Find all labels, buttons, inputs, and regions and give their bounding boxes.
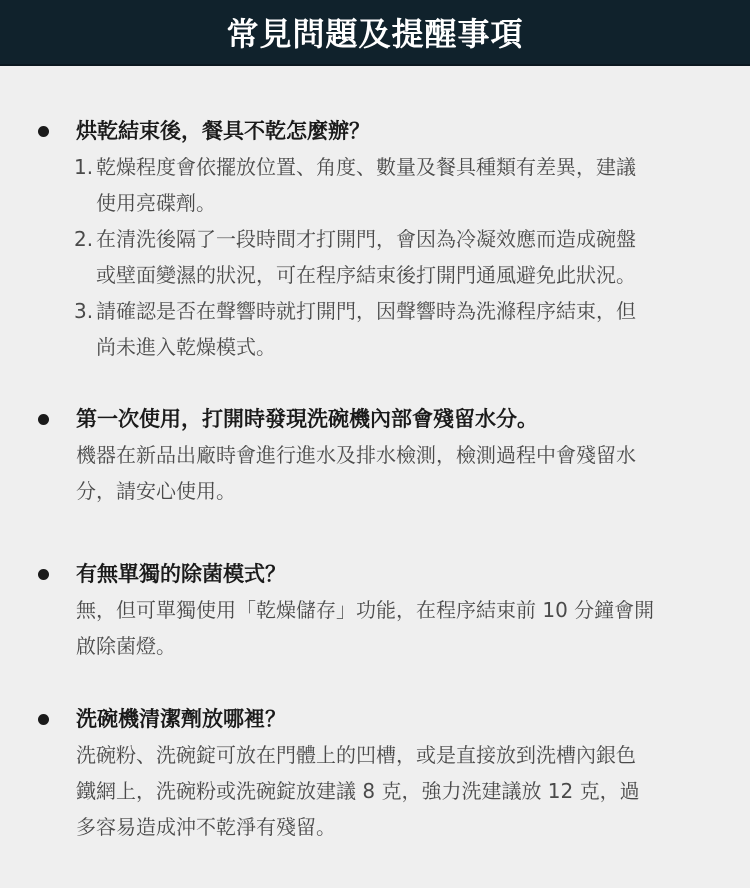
bullet-icon: [38, 414, 49, 425]
answer-text: 乾燥程度會依擺放位置、角度、數量及餐具種類有差異，建議: [96, 155, 636, 179]
list-item: [0, 221, 750, 257]
question-text: 有無單獨的除菌模式？: [76, 562, 286, 586]
faq-item: [0, 404, 750, 509]
faq-answer: [0, 437, 750, 509]
answer-text: 啟除菌燈。: [76, 634, 176, 658]
page-title: 常見問題及提醒事項: [226, 15, 524, 53]
faq-question: [0, 404, 750, 434]
answer-text: 多容易造成沖不乾淨有殘留。: [76, 815, 336, 839]
faq-answer: [0, 737, 750, 845]
list-number: 1.: [74, 155, 94, 179]
answer-text: 請確認是否在聲響時就打開門，因聲響時為洗滌程序結束，但: [96, 299, 636, 323]
bullet-icon: [38, 569, 49, 580]
list-number: 2.: [74, 227, 94, 251]
answer-text: 在清洗後隔了一段時間才打開門，會因為冷凝效應而造成碗盤: [96, 227, 636, 251]
answer-text: 尚未進入乾燥模式。: [96, 335, 276, 359]
faq-question: [0, 704, 750, 734]
question-text: 烘乾結束後，餐具不乾怎麼辦？: [76, 119, 370, 143]
bullet-icon: [38, 126, 49, 137]
list-item: [0, 293, 750, 329]
list-item: [0, 149, 750, 185]
answer-text: 機器在新品出廠時會進行進水及排水檢測，檢測過程中會殘留水: [76, 443, 636, 467]
faq-question: [0, 559, 750, 589]
answer-text: 鐵網上，洗碗粉或洗碗錠放建議 8 克，強力洗建議放 12 克，過: [76, 779, 640, 803]
answer-text: 洗碗粉、洗碗錠可放在門體上的凹槽，或是直接放到洗槽內銀色: [76, 743, 636, 767]
faq-item: [0, 116, 750, 365]
faq-question: [0, 116, 750, 146]
faq-item: [0, 559, 750, 664]
bullet-icon: [38, 714, 49, 725]
faq-item: [0, 704, 750, 845]
page-header: [0, 0, 750, 66]
faq-answer: [0, 592, 750, 664]
answer-text: 使用亮碟劑。: [96, 191, 216, 215]
question-text: 洗碗機清潔劑放哪裡？: [76, 707, 286, 731]
answer-text: 分，請安心使用。: [76, 479, 236, 503]
question-text: 第一次使用，打開時發現洗碗機內部會殘留水分。: [76, 407, 538, 431]
faq-answer: [0, 149, 750, 365]
list-number: 3.: [74, 299, 94, 323]
answer-text: 無，但可單獨使用「乾燥儲存」功能，在程序結束前 10 分鐘會開: [76, 598, 655, 622]
answer-text: 或壁面變濕的狀況，可在程序結束後打開門通風避免此狀況。: [96, 263, 636, 287]
